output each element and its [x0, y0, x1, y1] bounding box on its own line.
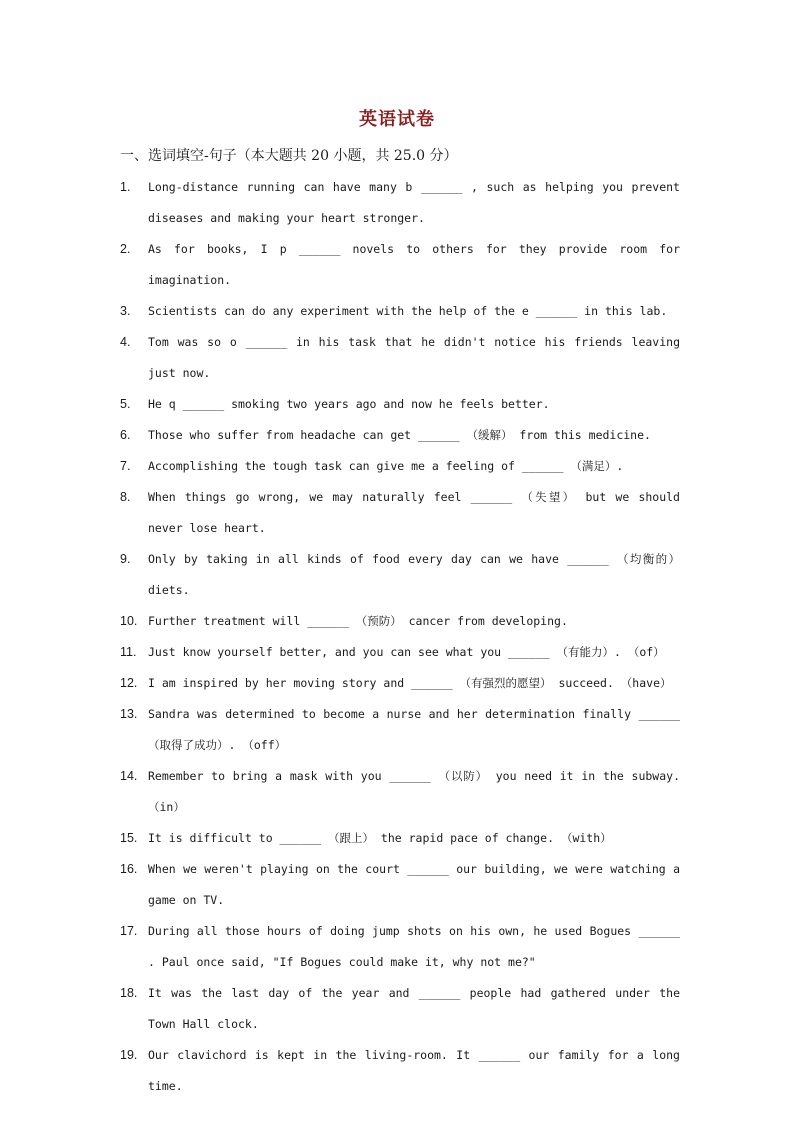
- question-number: 11.: [120, 645, 137, 659]
- question-text: Just know yourself better, and you can see what you ______ （有能力）. （of）: [148, 645, 665, 659]
- question-number: 8.: [120, 490, 131, 504]
- question-text: I am inspired by her moving story and ______ （有强烈的愿望） succeed. （have）: [148, 676, 672, 690]
- question-number: 5.: [120, 397, 131, 411]
- question-item: [120, 1040, 680, 1102]
- question-item: [120, 916, 680, 978]
- question-text: Further treatment will ______ （预防） cancer from developing.: [148, 614, 568, 628]
- question-item: [120, 420, 680, 451]
- question-text: It is difficult to ______ （跟上） the rapid pace of change. （with）: [148, 831, 612, 845]
- question-item: [120, 668, 680, 699]
- question-number: 6.: [120, 428, 131, 442]
- question-number: 1.: [120, 180, 131, 194]
- question-number: 2.: [120, 242, 131, 256]
- question-text: Sandra was determined to become a nurse and her determination finally ______ （取得了成功）. （off）: [148, 707, 680, 752]
- question-number: 3.: [120, 304, 131, 318]
- question-item: [120, 296, 680, 327]
- question-item: [120, 172, 680, 234]
- question-text: Our clavichord is kept in the living-room. It ______ our family for a long time.: [148, 1048, 680, 1093]
- question-text: Long-distance running can have many b ______ , such as helping you prevent diseases and making your heart stronger.: [148, 180, 680, 225]
- question-text: As for books, I p ______ novels to others for they provide room for imagination.: [148, 242, 680, 287]
- question-item: [120, 978, 680, 1040]
- question-item: [120, 451, 680, 482]
- question-number: 10.: [120, 614, 138, 628]
- question-text: Those who suffer from headache can get ______ （缓解） from this medicine.: [148, 428, 651, 442]
- question-number: 9.: [120, 552, 131, 566]
- question-text: When things go wrong, we may naturally feel ______ （失望） but we should never lose heart.: [148, 490, 680, 535]
- question-item: [120, 482, 680, 544]
- question-number: 17.: [120, 924, 138, 938]
- question-item: [120, 606, 680, 637]
- question-text: Accomplishing the tough task can give me a feeling of ______ （满足）.: [148, 459, 624, 473]
- question-text: He q ______ smoking two years ago and now he feels better.: [148, 397, 550, 411]
- question-number: 14.: [120, 769, 138, 783]
- question-text: Scientists can do any experiment with the help of the e ______ in this lab.: [148, 304, 668, 318]
- question-item: [120, 544, 680, 606]
- question-number: 7.: [120, 459, 131, 473]
- question-item: [120, 637, 680, 668]
- question-item: [120, 854, 680, 916]
- question-number: 15.: [120, 831, 138, 845]
- question-text: Remember to bring a mask with you ______ （以防） you need it in the subway. （in）: [148, 769, 680, 814]
- question-number: 12.: [120, 676, 138, 690]
- question-text: When we weren't playing on the court ______ our building, we were watching a game on TV.: [148, 862, 680, 907]
- question-item: [120, 761, 680, 823]
- question-text: It was the last day of the year and ______ people had gathered under the Town Hall clock.: [148, 986, 680, 1031]
- question-text: Only by taking in all kinds of food every day can we have ______ （均衡的） diets.: [148, 552, 680, 597]
- question-item: [120, 823, 680, 854]
- question-item: [120, 699, 680, 761]
- question-number: 16.: [120, 862, 138, 876]
- page-title: 英语试卷: [359, 109, 435, 130]
- question-list: [120, 172, 680, 1102]
- question-item: [120, 327, 680, 389]
- question-item: [120, 234, 680, 296]
- question-number: 13.: [120, 707, 138, 721]
- section-heading: 一、选词填空-句子（本大题共 20 小题，共 25.0 分）: [120, 148, 458, 164]
- question-number: 18.: [120, 986, 138, 1000]
- question-item: [120, 389, 680, 420]
- question-text: During all those hours of doing jump shots on his own, he used Bogues ______ . Paul once said, "If Bogues could make it, why not me?": [148, 924, 680, 969]
- question-number: 19.: [120, 1048, 138, 1062]
- question-number: 4.: [120, 335, 131, 349]
- question-text: Tom was so o ______ in his task that he didn't notice his friends leaving just now.: [148, 335, 680, 380]
